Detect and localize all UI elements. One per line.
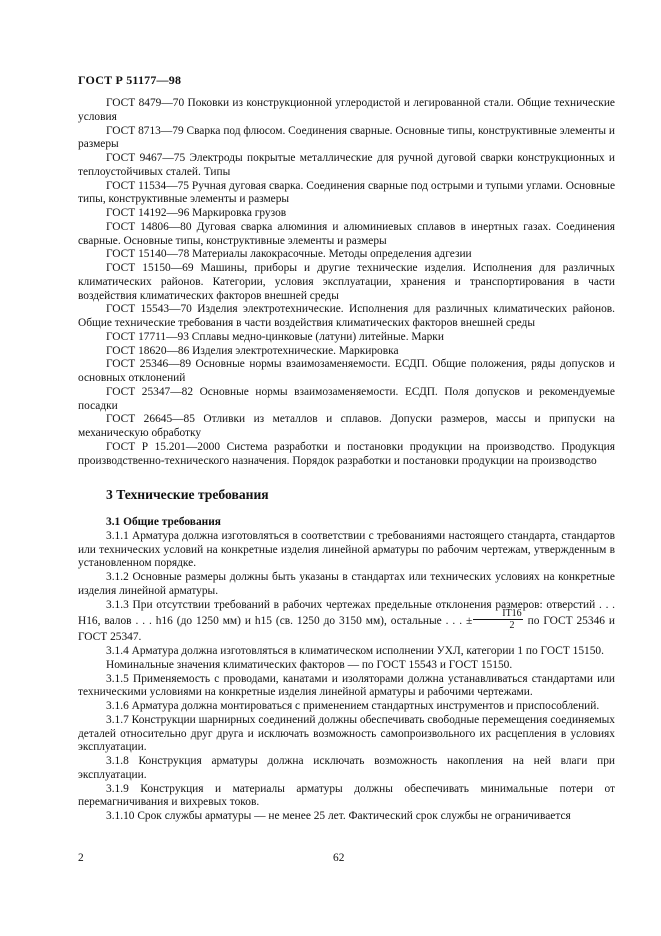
reference-item: ГОСТ 17711—93 Сплавы медно-цинковые (латуни) литейные. Марки xyxy=(106,330,444,343)
requirement-item: 3.1.10 Срок службы арматуры — не менее 25 лет. Фактический срок службы не ограничивается xyxy=(106,810,571,822)
page-body xyxy=(78,97,615,824)
requirement-item: 3.1.8 Конструкция арматуры должна исключать возможность накопления на ней влаги при эксплуатации. xyxy=(78,755,615,781)
section-title: 3 Технические требования xyxy=(106,487,269,503)
requirement-item: 3.1.2 Основные размеры должны быть указаны в стандартах или технических условиях на конкретные изделия линейной арматуры. xyxy=(78,571,615,597)
requirement-item: 3.1.7 Конструкции шарнирных соединений должны обеспечивать свободные перемещения соединяемых деталей относительно друг друга и исключать возможность самопроизвольного их расцепления в условиях эксплуатации. xyxy=(78,713,615,754)
requirement-item-tolerances xyxy=(78,599,615,646)
tolerance-text-end: по ГОСТ 25346 и ГОСТ 25347. xyxy=(78,615,615,644)
requirement-item: 3.1.6 Арматура должна монтироваться с применением стандартных инструментов и приспособлений. xyxy=(106,700,600,712)
subsection-title: 3.1 Общие требования xyxy=(106,516,221,528)
reference-item: ГОСТ 25346—89 Основные нормы взаимозаменяемости. ЕСДП. Общие положения, ряды допусков и основных отклонений xyxy=(78,358,615,384)
reference-item: ГОСТ 18620—86 Изделия электротехнические. Маркировка xyxy=(106,344,399,357)
references-list xyxy=(78,97,615,468)
reference-item: ГОСТ 8713—79 Сварка под флюсом. Соединения сварные. Основные типы, конструктивные элементы и размеры xyxy=(78,124,615,151)
reference-item: ГОСТ 25347—82 Основные нормы взаимозаменяемости. ЕСДП. Поля допусков и рекомендуемые посадки xyxy=(78,385,615,412)
requirement-item: 3.1.9 Конструкция и материалы арматуры должны обеспечивать минимальные потери от перемагничивания и вихревых токов. xyxy=(78,782,615,809)
requirement-item: 3.1.1 Арматура должна изготовляться в соответствии с требованиями настоящего стандарта, стандартов или технических условий на конкретные изделия линейной арматуры по рабочим чертежам, утвержденным в установленном порядке. xyxy=(78,529,615,570)
page-number-left: 2 xyxy=(78,852,84,864)
reference-item: ГОСТ 26645—85 Отливки из металлов и сплавов. Допуски размеров, массы и припуски на механическую обработку xyxy=(78,413,615,439)
requirement-item: 3.1.5 Применяемость с проводами, канатами и изоляторами должна устанавливаться стандартами или техническими условиями на конкретные изделия линейной арматуры и рабочими чертежами. xyxy=(78,672,615,699)
tolerance-fraction xyxy=(473,608,522,631)
document-header: ГОСТ Р 51177—98 xyxy=(78,73,182,87)
reference-item: ГОСТ 15150—69 Машины, приборы и другие технические изделия. Исполнения для различных климатических районов. Категории, условия эксплуатации, хранения и транспортирования в части воздействия климатических факторов внешней среды xyxy=(78,262,615,302)
fraction-denominator: 2 xyxy=(509,620,515,632)
reference-item: ГОСТ 14806—80 Дуговая сварка алюминия и алюминиевых сплавов в инертных газах. Соединения сварные. Основные типы, конструктивные элементы и размеры xyxy=(78,220,615,247)
requirement-item: Номинальные значения климатических факторов — по ГОСТ 15543 и ГОСТ 15150. xyxy=(106,658,513,671)
fraction-numerator: IT16 xyxy=(473,608,522,620)
reference-item: ГОСТ Р 15.201—2000 Система разработки и постановки продукции на производство. Продукция производственно-технического назначения. Порядок разработки и постановки продукции на производство xyxy=(78,440,615,467)
requirement-item: 3.1.4 Арматура должна изготовляться в климатическом исполнении УХЛ, категории 1 по ГОСТ 15150. xyxy=(106,645,604,657)
page-number-center: 62 xyxy=(333,852,345,864)
reference-item: ГОСТ 15140—78 Материалы лакокрасочные. Методы определения адгезии xyxy=(106,248,472,261)
reference-item: ГОСТ 11534—75 Ручная дуговая сварка. Соединения сварные под острыми и тупыми углами. Основные типы, конструктивные элементы и размеры xyxy=(78,179,615,206)
reference-item: ГОСТ 14192—96 Маркировка грузов xyxy=(106,207,287,219)
tolerance-text: 3.1.3 При отсутствии требований в рабочих чертежах предельные отклонения размеров: отверстий . . . Н16, валов . . . h16 (до 1250 мм) и h15 (св. 1250 до 3150 мм), остальные . . . ± xyxy=(78,598,615,628)
reference-item: ГОСТ 9467—75 Электроды покрытые металлические для ручной дуговой сварки конструкционных и теплоустойчивых сталей. Типы xyxy=(78,152,615,178)
reference-item: ГОСТ 8479—70 Поковки из конструкционной углеродистой и легированной стали. Общие технические условия xyxy=(78,97,615,123)
reference-item: ГОСТ 15543—70 Изделия электротехнические. Исполнения для различных климатических районов. Общие технические требования в части воздействия климатических факторов внешней среды xyxy=(78,303,615,329)
